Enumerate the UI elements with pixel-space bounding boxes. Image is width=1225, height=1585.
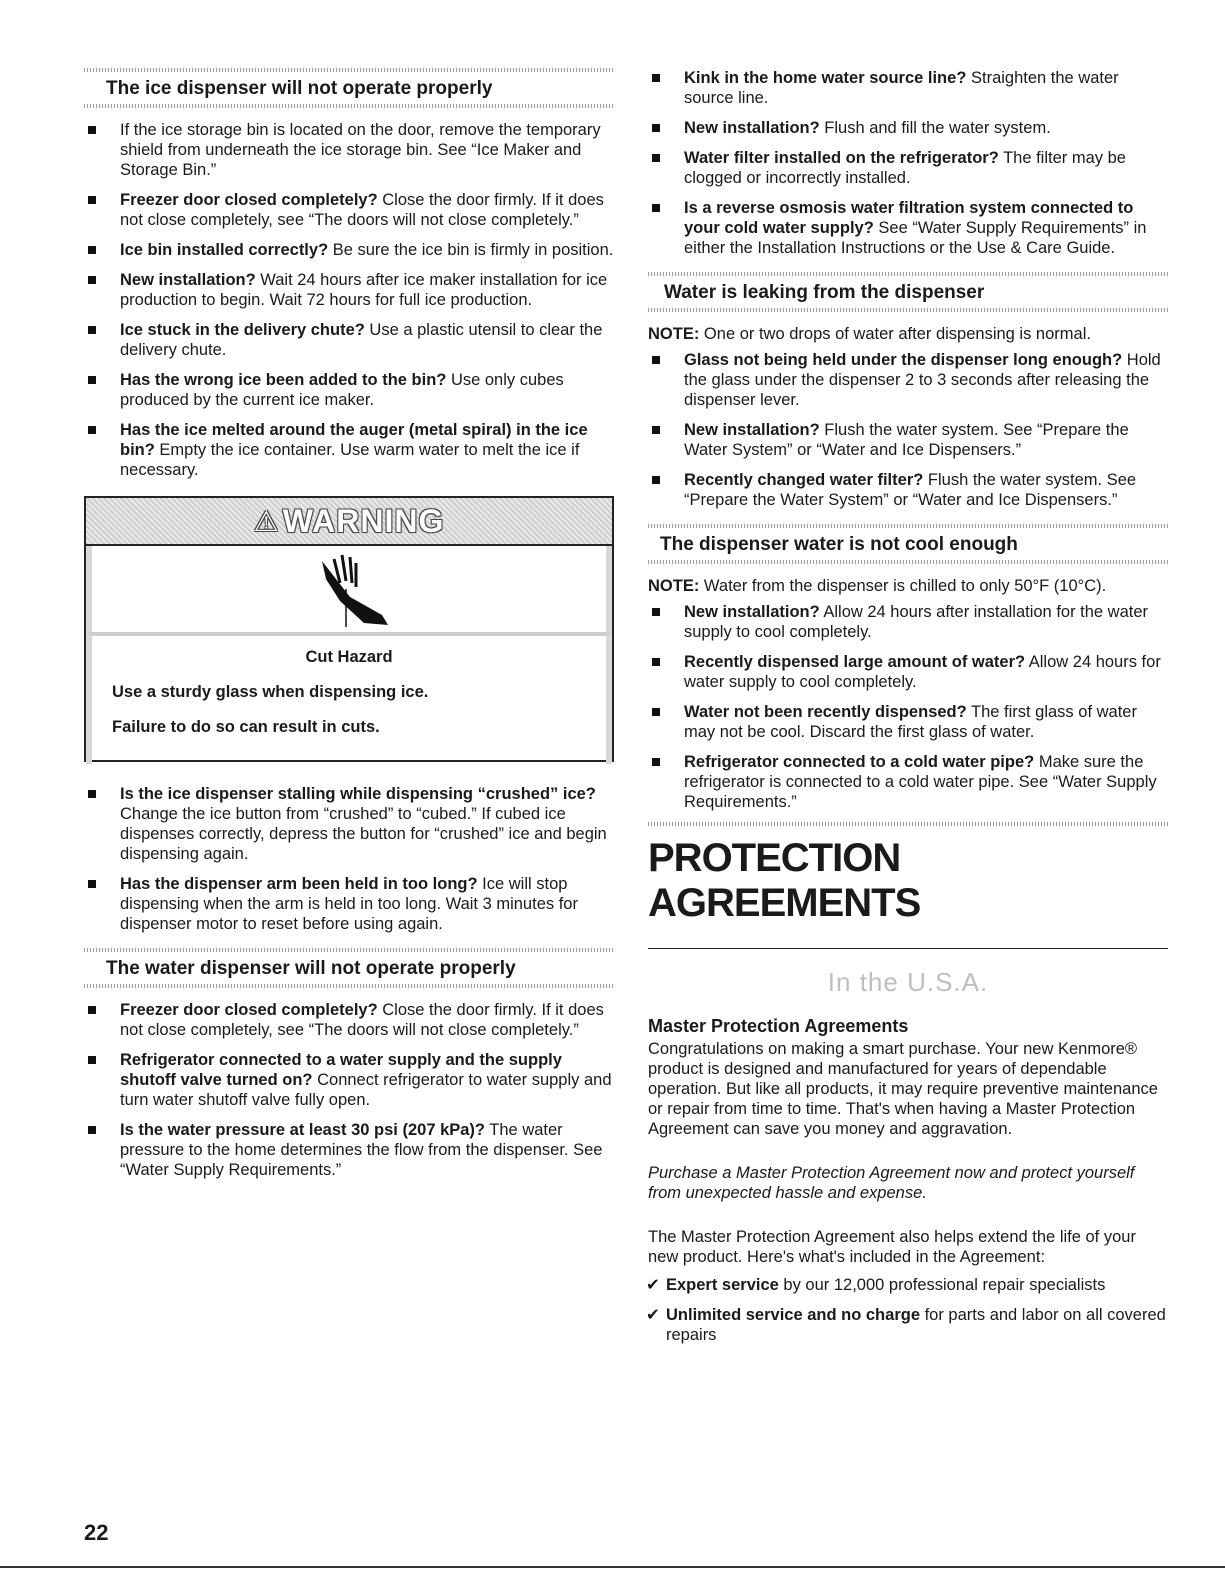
list-item: [84, 1120, 614, 1180]
item-question: Expert service: [666, 1276, 779, 1294]
list-item: [84, 874, 614, 934]
list-item: [648, 198, 1168, 258]
water-dispenser-list: [84, 1000, 614, 1180]
item-answer: Be sure the ice bin is firmly in position.: [328, 241, 614, 259]
item-answer: See “Water Supply Requirements” in either the Installation Instructions or the Use & Care Guide.: [684, 219, 1147, 257]
item-answer: Make sure the refrigerator is connected to a cold water pipe. See “Water Supply Requirements.”: [684, 753, 1157, 811]
cut-hazard-picture: [86, 546, 612, 632]
warning-banner: [86, 498, 612, 546]
item-question: Is a reverse osmosis water filtration system connected to your cold water supply?: [684, 199, 1134, 237]
list-item: [648, 148, 1168, 188]
warning-text: [86, 632, 612, 764]
list-item: [84, 1000, 614, 1040]
cool-list: [648, 602, 1168, 812]
item-question: New installation?: [684, 421, 820, 439]
warning-box: [84, 496, 614, 762]
right-column: [648, 68, 1168, 1355]
warning-triangle-icon: ⚠: [253, 505, 279, 537]
list-item: [648, 652, 1168, 692]
benefit-item: [648, 1305, 1168, 1345]
protection-paragraph-3: The Master Protection Agreement also helps extend the life of your new product. Here's what's included in the Agreement:: [648, 1228, 1136, 1266]
item-answer: Use a plastic utensil to clear the delivery chute.: [120, 321, 603, 359]
item-question: New installation?: [120, 271, 256, 289]
item-question: New installation?: [684, 119, 820, 137]
water-dispenser-heading: The water dispenser will not operate properly: [84, 948, 614, 988]
item-answer: Connect refrigerator to water supply and turn water shutoff valve fully open.: [120, 1071, 612, 1109]
item-answer: Use only cubes produced by the current ice maker.: [120, 371, 564, 409]
item-question: Freezer door closed completely?: [120, 191, 378, 209]
cool-note: NOTE: Water from the dispenser is chilled to only 50°F (10°C).: [648, 577, 1107, 595]
leak-heading: Water is leaking from the dispenser: [648, 272, 1168, 312]
item-question: Recently changed water filter?: [684, 471, 924, 489]
agreement-benefits-list: [648, 1275, 1168, 1345]
warning-line-1: Use a sturdy glass when dispensing ice.: [112, 683, 429, 701]
protection-paragraph-1: Congratulations on making a smart purchase. Your new Kenmore® product is designed and manufactured for years of dependable operation. But like all products, it may require preventive maintenance or repair from time to time. That's when having a Master Protection Agreement can save you money and aggravation.: [648, 1040, 1158, 1138]
item-answer: for parts and labor on all covered repairs: [666, 1306, 1166, 1344]
item-answer: The filter may be clogged or incorrectly installed.: [684, 149, 1126, 187]
list-item: [84, 240, 614, 260]
benefit-item: [648, 1275, 1168, 1295]
master-protection-heading: Master Protection Agreements: [648, 1016, 909, 1036]
item-answer: Flush the water system. See “Prepare the Water System” or “Water and Ice Dispensers.”: [684, 471, 1137, 509]
item-answer: Change the ice button from “crushed” to “cubed.” If cubed ice dispenses correctly, depress the button for “crushed” ice and begin dispensing again.: [120, 805, 607, 863]
item-question: Water not been recently dispensed?: [684, 703, 967, 721]
warning-hazard: Cut Hazard: [305, 648, 393, 666]
item-question: Refrigerator connected to a cold water pipe?: [684, 753, 1035, 771]
list-item: [84, 784, 614, 864]
item-question: Has the dispenser arm been held in too long?: [120, 875, 478, 893]
left-column: [84, 68, 614, 1190]
item-answer: Hold the glass under the dispenser 2 to 3 seconds after releasing the dispenser lever.: [684, 351, 1161, 409]
item-question: Ice bin installed correctly?: [120, 241, 329, 259]
list-item: [648, 350, 1168, 410]
page-number: 22: [84, 1520, 109, 1545]
warning-title: WARNING: [282, 502, 445, 539]
item-question: Kink in the home water source line?: [684, 69, 967, 87]
item-question: Ice stuck in the delivery chute?: [120, 321, 365, 339]
item-question: Unlimited service and no charge: [666, 1306, 920, 1324]
item-answer: Close the door firmly. If it does not close completely, see “The doors will not close completely.”: [120, 1001, 604, 1039]
cool-heading: The dispenser water is not cool enough: [648, 524, 1168, 564]
leak-list: [648, 350, 1168, 510]
list-item: [648, 118, 1168, 138]
item-answer: Empty the ice container. Use warm water to melt the ice if necessary.: [120, 441, 580, 479]
list-item: [648, 602, 1168, 642]
list-item: [84, 190, 614, 230]
item-question: Refrigerator connected to a water supply and the supply shutoff valve turned on?: [120, 1051, 562, 1089]
ice-dispenser-list: [84, 120, 614, 480]
list-item: [84, 270, 614, 310]
list-item: [84, 320, 614, 360]
list-item: [84, 370, 614, 410]
protection-paragraph-2: Purchase a Master Protection Agreement now and protect yourself from unexpected hassle and expense.: [648, 1164, 1135, 1202]
region-heading: In the U.S.A.: [827, 967, 989, 997]
checkmark-icon: ✔: [646, 1306, 660, 1324]
protection-title: PROTECTION AGREEMENTS: [648, 836, 1168, 949]
list-item: [648, 420, 1168, 460]
item-answer: Allow 24 hours for water supply to cool completely.: [684, 653, 1161, 691]
protection-divider: [648, 822, 1168, 826]
item-question: Glass not being held under the dispenser long enough?: [684, 351, 1123, 369]
item-question: Is the water pressure at least 30 psi (207 kPa)?: [120, 1121, 486, 1139]
list-item: [648, 752, 1168, 812]
bottom-rule: [0, 1566, 1225, 1568]
list-item: [648, 470, 1168, 510]
water-dispenser-list-continued: [648, 68, 1168, 258]
item-answer: Flush and fill the water system.: [819, 119, 1051, 137]
item-answer: Ice will stop dispensing when the arm is held in too long. Wait 3 minutes for dispenser motor to reset before using again.: [120, 875, 578, 933]
item-answer: The first glass of water may not be cool. Discard the first glass of water.: [684, 703, 1137, 741]
checkmark-icon: ✔: [646, 1276, 660, 1294]
item-answer: If the ice storage bin is located on the door, remove the temporary shield from underneath the ice storage bin. See “Ice Maker and Storage Bin.”: [120, 121, 601, 179]
ice-dispenser-list-continued: [84, 784, 614, 934]
item-question: Has the wrong ice been added to the bin?: [120, 371, 447, 389]
item-answer: Wait 24 hours after ice maker installation for ice production to begin. Wait 72 hours for full ice production.: [120, 271, 608, 309]
item-question: Freezer door closed completely?: [120, 1001, 378, 1019]
item-question: Water filter installed on the refrigerator?: [684, 149, 999, 167]
leak-note: NOTE: One or two drops of water after dispensing is normal.: [648, 325, 1091, 343]
list-item: [648, 702, 1168, 742]
list-item: [648, 68, 1168, 108]
item-question: New installation?: [684, 603, 820, 621]
item-answer: The water pressure to the home determines the flow from the dispenser. See “Water Supply Requirements.”: [120, 1121, 603, 1179]
item-answer: Close the door firmly. If it does not close completely, see “The doors will not close completely.”: [120, 191, 604, 229]
list-item: [84, 1050, 614, 1110]
ice-dispenser-heading: The ice dispenser will not operate properly: [84, 68, 614, 108]
item-question: Recently dispensed large amount of water?: [684, 653, 1026, 671]
warning-line-2: Failure to do so can result in cuts.: [112, 718, 380, 736]
list-item: [84, 120, 614, 180]
cut-hand-icon: [304, 549, 394, 629]
item-answer: by our 12,000 professional repair specialists: [778, 1276, 1106, 1294]
item-answer: Straighten the water source line.: [684, 69, 1119, 107]
item-question: Has the ice melted around the auger (metal spiral) in the ice bin?: [120, 421, 588, 459]
item-question: Is the ice dispenser stalling while dispensing “crushed” ice?: [120, 785, 596, 803]
item-answer: Flush the water system. See “Prepare the Water System” or “Water and Ice Dispensers.”: [684, 421, 1129, 459]
item-answer: Allow 24 hours after installation for the water supply to cool completely.: [684, 603, 1149, 641]
list-item: [84, 420, 614, 480]
